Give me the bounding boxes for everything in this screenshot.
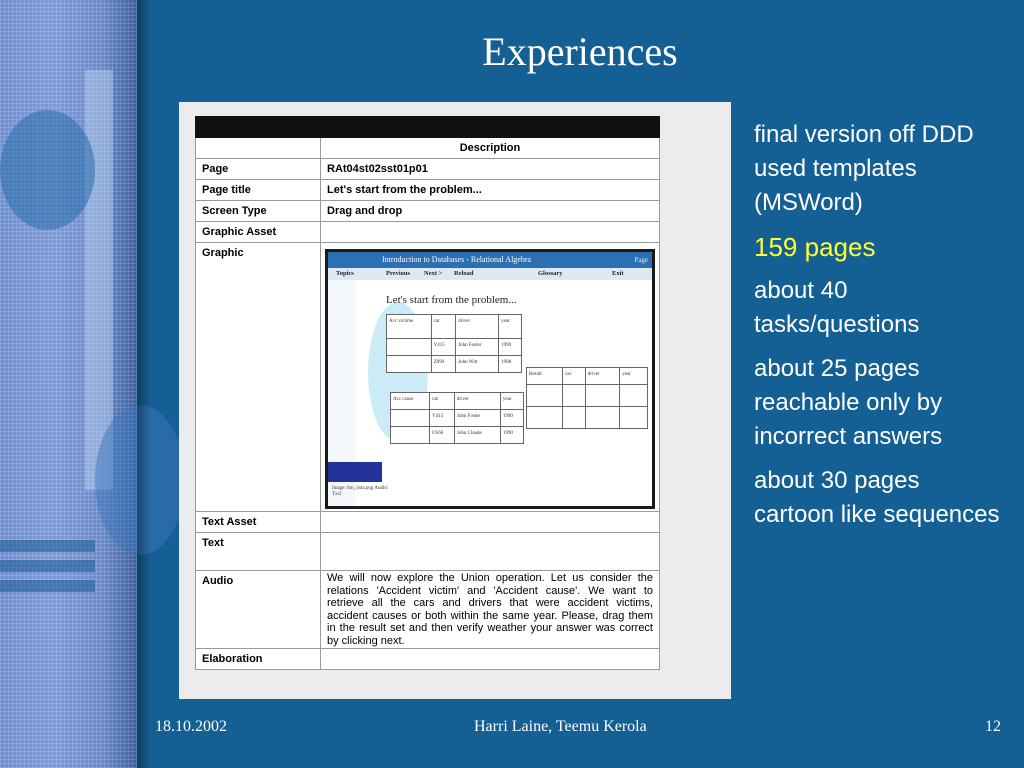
accident-cause-table: Acc cause car driver year Y415 John Foster 1990 O566 John Claude 1990 bbox=[390, 392, 524, 444]
bullet-item: about 25 pages reachable only by incorrect answers bbox=[754, 355, 943, 450]
row-value bbox=[321, 649, 660, 670]
result-table[interactable]: Result car driver year bbox=[526, 367, 648, 429]
row-label: Elaboration bbox=[196, 649, 321, 670]
row-label: Screen Type bbox=[196, 201, 321, 222]
row-value: RAt04st02sst01p01 bbox=[321, 159, 660, 180]
table-row bbox=[196, 138, 660, 159]
table-row bbox=[196, 201, 660, 222]
table-row bbox=[196, 649, 660, 670]
slide-title: Experiences bbox=[482, 29, 678, 74]
table-row bbox=[196, 159, 660, 180]
decorative-stripe bbox=[0, 560, 95, 572]
embedded-blue-block bbox=[328, 462, 382, 482]
row-label: Text bbox=[196, 533, 321, 571]
audio-text: We will now explore the Union operation. Let us consider the relations 'Accident victim' and 'Accident cause'. We want to retrieve all the cars and drivers that were accident victims, accident causes or both within the same year. Please, drag them in the result set and then verify weather your answer was correct by clicking next. bbox=[321, 571, 660, 649]
bullet-list bbox=[754, 118, 1004, 542]
row-label: Graphic bbox=[196, 243, 321, 512]
bullet-item: about 30 pages cartoon like sequences bbox=[754, 467, 1000, 528]
row-value bbox=[321, 533, 660, 571]
decorative-circle bbox=[0, 110, 95, 230]
bullet-item: about 40 tasks/questions bbox=[754, 277, 920, 338]
row-value: Let's start from the problem... bbox=[321, 180, 660, 201]
row-label: Audio bbox=[196, 571, 321, 649]
row-value: Drag and drop bbox=[321, 201, 660, 222]
graphic-cell bbox=[321, 243, 660, 512]
decorative-stripe bbox=[0, 540, 95, 552]
bullet-item-highlight: 159 pages bbox=[754, 232, 876, 262]
row-value bbox=[321, 512, 660, 533]
embedded-title-bar: Introduction to Databases - Relational Algebra Page bbox=[328, 252, 652, 268]
footer-date: 18.10.2002 bbox=[155, 718, 227, 735]
row-value bbox=[321, 222, 660, 243]
decorative-stripe bbox=[0, 580, 95, 592]
table-row bbox=[196, 512, 660, 533]
row-label: Page title bbox=[196, 180, 321, 201]
embedded-nav-bar: Topics Previous Next > Reload Glossary Exit bbox=[328, 268, 652, 280]
accident-victim-table: Acc victime car driver year Y415 John Foster 1990 Z890 John Witt 1998 bbox=[386, 314, 522, 373]
bullet-item: final version off DDD used templates (MSWord) bbox=[754, 121, 974, 216]
table-row bbox=[196, 571, 660, 649]
row-label: Text Asset bbox=[196, 512, 321, 533]
table-row bbox=[196, 243, 660, 512]
table-row bbox=[196, 180, 660, 201]
template-table bbox=[195, 116, 660, 670]
table-row bbox=[196, 222, 660, 243]
band-shadow bbox=[137, 0, 151, 768]
embedded-footer-text: Image: fon_lista.png Audio: Txt2 bbox=[332, 486, 389, 497]
table-row bbox=[196, 533, 660, 571]
table-header-bar bbox=[196, 117, 660, 138]
embedded-screenshot bbox=[325, 249, 655, 509]
row-label: Graphic Asset bbox=[196, 222, 321, 243]
footer-page-number: 12 bbox=[985, 718, 1001, 735]
row-label: Page bbox=[196, 159, 321, 180]
embedded-heading: Let's start from the problem... bbox=[386, 294, 517, 306]
column-header-description: Description bbox=[321, 138, 660, 159]
footer-authors: Harri Laine, Teemu Kerola bbox=[474, 718, 647, 735]
